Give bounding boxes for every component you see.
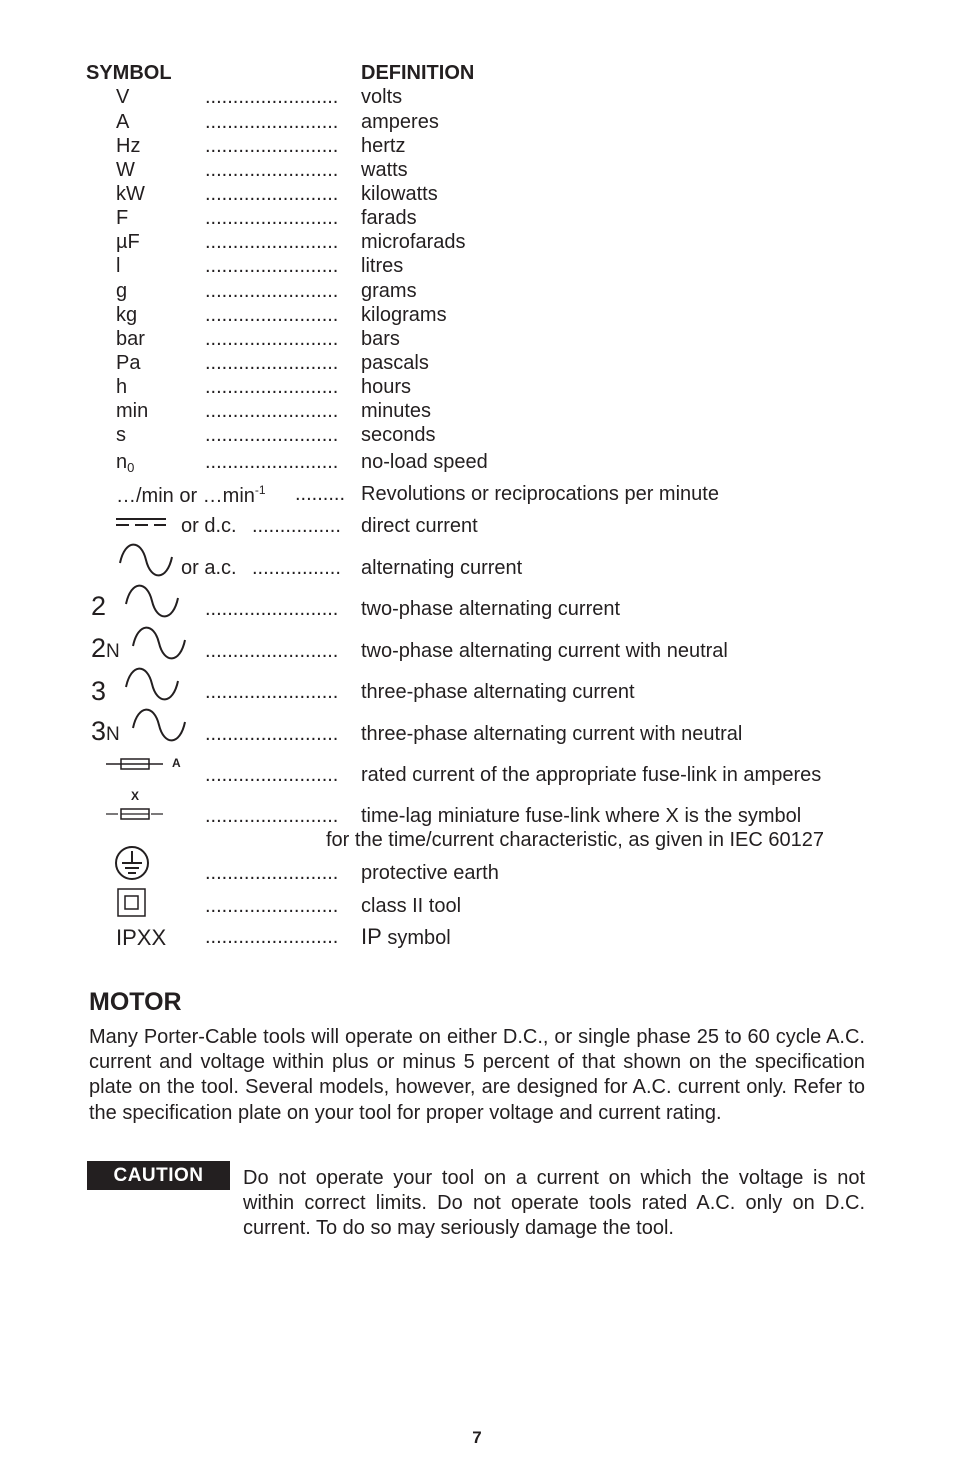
symbol-cell: l (116, 255, 121, 277)
definition-cell: grams (361, 280, 417, 302)
symbol-cell: kg (116, 304, 138, 326)
two-phase-number: 2 (91, 591, 107, 621)
symbol-cell: Hz (116, 135, 141, 157)
three-phase-neutral-symbol: 3N (91, 716, 120, 746)
symbol-cell: V (116, 86, 130, 108)
ac-definition: alternating current (361, 557, 523, 579)
ipxx-definition: IP symbol (361, 924, 451, 949)
symbol-cell: bar (116, 328, 145, 350)
two-phase-definition: two-phase alternating current (361, 598, 621, 620)
definition-cell: amperes (361, 111, 439, 133)
alternating-current-icon (132, 708, 186, 742)
three-phase-definition: three-phase alternating current (361, 681, 635, 703)
noload-symbol: $n_0$ (116, 451, 135, 475)
leader-dots: ................ (252, 515, 341, 537)
leader-dots: ........................ (205, 135, 339, 157)
timelag-label: X (131, 789, 140, 803)
leader-dots: ........................ (205, 598, 339, 620)
alternating-current-icon (119, 543, 173, 577)
leader-dots: ........................ (205, 328, 339, 350)
definition-cell: minutes (361, 400, 432, 422)
symbol-cell: Pa (116, 352, 141, 374)
time-lag-fuse-icon (106, 806, 164, 822)
leader-dots: ........................ (205, 862, 339, 884)
symbol-cell: W (116, 159, 135, 181)
caution-badge: CAUTION (87, 1161, 230, 1190)
leader-dots: ........................ (205, 764, 339, 786)
leader-dots: ........................ (205, 255, 339, 277)
leader-dots: ........................ (205, 111, 339, 133)
symbol-cell: s (116, 424, 126, 446)
caution-text: Do not operate your tool on a current on which the voltage is not within correct limits. Do not operate tools rated A.C. only on D.C. current. To do so may seriously damage the tool. (243, 1167, 865, 1240)
leader-dots: ........................ (205, 352, 339, 374)
two-phase-neutral-definition: two-phase alternating current with neutral (361, 640, 728, 662)
leader-dots: ........................ (205, 681, 339, 703)
ac-suffix: or a.c. (181, 557, 237, 579)
symbol-cell: F (116, 207, 129, 229)
leader-dots: ........................ (205, 304, 339, 326)
leader-dots: ........................ (205, 400, 339, 422)
leader-dots: ........................ (205, 207, 339, 229)
leader-dots: ........................ (205, 723, 339, 745)
definition-cell: volts (361, 86, 403, 108)
leader-dots: ................ (252, 557, 341, 579)
three-phase-number: 3 (91, 676, 107, 706)
alternating-current-icon (125, 667, 179, 701)
leader-dots: ........................ (205, 805, 339, 827)
definition-cell: watts (361, 159, 408, 181)
rpm-definition: Revolutions or reciprocations per minute (361, 483, 719, 505)
leader-dots: ........................ (205, 86, 339, 108)
dc-suffix: or d.c. (181, 515, 237, 537)
leader-dots: ........................ (205, 183, 339, 205)
symbol-cell: min (116, 400, 149, 422)
symbol-column-header: SYMBOL (86, 62, 172, 84)
definition-cell: hours (361, 376, 412, 398)
symbol-cell: A (116, 111, 130, 133)
alternating-current-icon (125, 584, 179, 618)
ipxx-symbol: IPXX (116, 925, 167, 950)
definition-cell: farads (361, 207, 417, 229)
motor-paragraph: Many Porter-Cable tools will operate on either D.C., or single phase 25 to 60 cycle A.C. current and voltage within plus or minus 5 percent of that shown on the specification plate on the tool. Several models, however, are designed for A.C. current only. Refer to the specification plate on your tool for proper voltage and current rating. (89, 1026, 865, 1124)
noload-definition: no-load speed (361, 451, 488, 473)
symbol-cell: g (116, 280, 128, 302)
page-number: 7 (472, 1428, 482, 1447)
dc-definition: direct current (361, 515, 478, 537)
leader-dots: ........................ (205, 451, 339, 473)
class-ii-icon (117, 888, 147, 918)
definition-cell: kilograms (361, 304, 447, 326)
definition-cell: kilowatts (361, 183, 438, 205)
earth-definition: protective earth (361, 862, 499, 884)
leader-dots: ........................ (205, 926, 339, 948)
fuse-label: A (172, 756, 181, 770)
timelag-definition-cont: for the time/current characteristic, as given in IEC 60127 (326, 829, 825, 851)
symbol-cell: µF (116, 231, 140, 253)
rpm-symbol: …/min or $\dots\min^{-1}$ (116, 483, 266, 507)
motor-heading: MOTOR (89, 988, 182, 1016)
leader-dots: ........................ (205, 376, 339, 398)
definition-cell: pascals (361, 352, 429, 374)
definition-column-header: DEFINITION (361, 62, 475, 84)
leader-dots: ........................ (205, 895, 339, 917)
symbol-cell: h (116, 376, 128, 398)
leader-dots: ........................ (205, 280, 339, 302)
direct-current-icon (115, 517, 167, 527)
leader-dots: ........................ (205, 159, 339, 181)
leader-dots: ........................ (205, 231, 339, 253)
three-phase-neutral-definition: three-phase alternating current with neutral (361, 723, 743, 745)
definition-cell: bars (361, 328, 400, 350)
class2-definition: class II tool (361, 895, 462, 917)
fuse-definition: rated current of the appropriate fuse-link in amperes (361, 764, 822, 786)
fuse-link-icon (106, 756, 164, 772)
definition-cell: litres (361, 255, 404, 277)
leader-dots: ........................ (205, 640, 339, 662)
definition-cell: hertz (361, 135, 406, 157)
leader-dots: ......... (295, 483, 346, 505)
alternating-current-icon (132, 626, 186, 660)
protective-earth-icon (114, 845, 150, 881)
definition-cell: seconds (361, 424, 436, 446)
definition-cell: microfarads (361, 231, 466, 253)
leader-dots: ........................ (205, 424, 339, 446)
two-phase-neutral-symbol: 2N (91, 633, 120, 663)
timelag-definition: time-lag miniature fuse-link where X is the symbol (361, 805, 802, 827)
symbol-cell: kW (116, 183, 145, 205)
